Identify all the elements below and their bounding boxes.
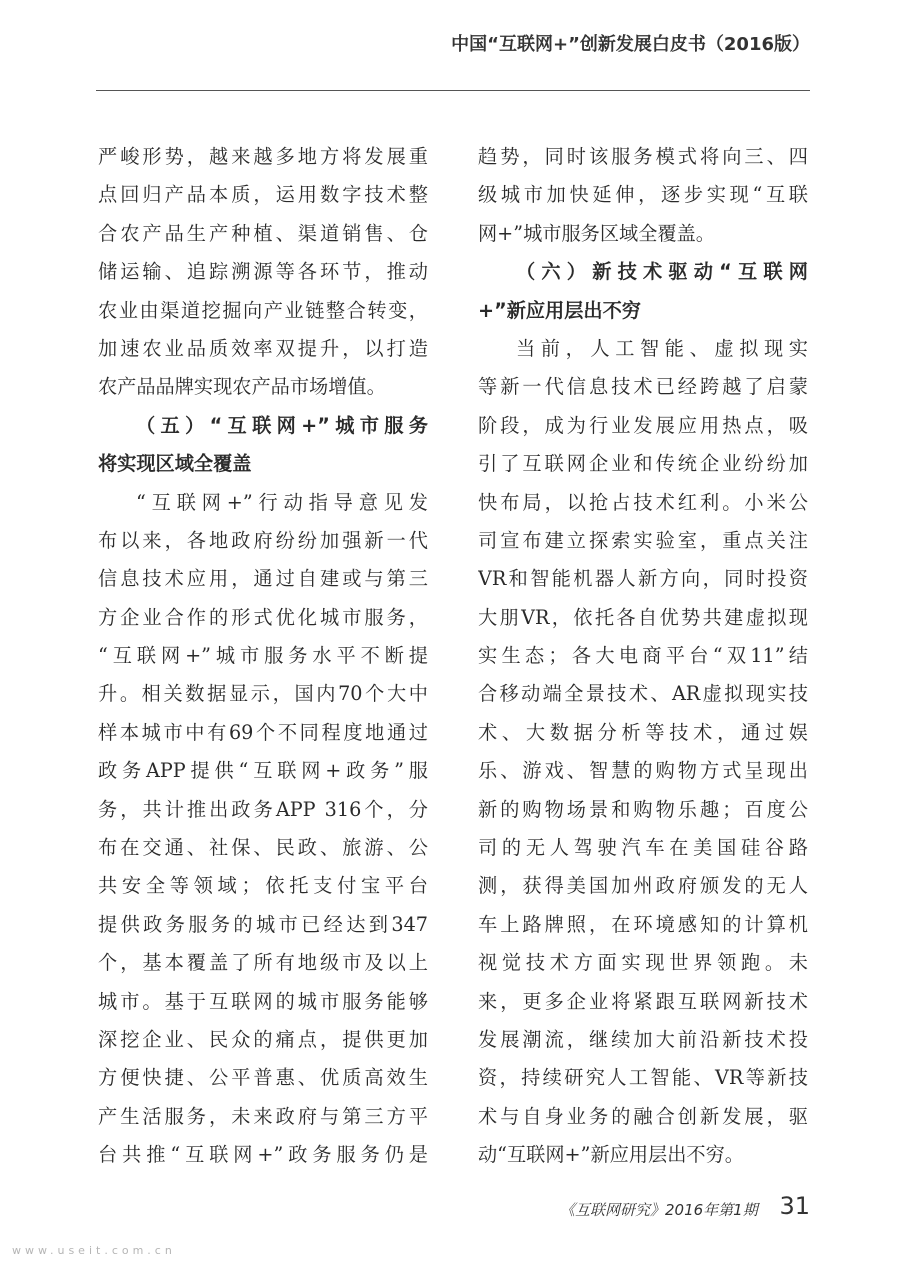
paragraph-line: 信息技术应用，通过自建或与第三 (98, 567, 428, 591)
paragraph-line: 务，共计推出政务APP 316个，分 (98, 797, 428, 821)
paragraph-line: 合移动端全景技术、AR虚拟现实技 (478, 682, 808, 706)
paragraph-line: 产生活服务，未来政府与第三方平 (98, 1104, 428, 1128)
paragraph-line: 乐、游戏、智慧的购物方式呈现出 (478, 759, 808, 783)
paragraph-line: 方企业合作的形式优化城市服务， (98, 605, 428, 629)
header-rule (96, 90, 810, 91)
paragraph-line: 提供政务服务的城市已经达到347 (98, 912, 428, 936)
paragraph-line: 术与自身业务的融合创新发展，驱 (478, 1104, 808, 1128)
paragraph-line: 司的无人驾驶汽车在美国硅谷路 (478, 836, 808, 860)
paragraph-line: 合农产品生产种植、渠道销售、仓 (98, 221, 428, 245)
paragraph-line: 术、大数据分析等技术，通过娱 (478, 720, 808, 744)
paragraph-line: 政务APP提供“互联网+政务”服 (98, 759, 428, 783)
paragraph-line: 资，持续研究人工智能、VR等新技 (478, 1066, 808, 1090)
paragraph-line: 方便快捷、公平普惠、优质高效生 (98, 1066, 428, 1090)
paragraph-line: 级城市加快延伸，逐步实现“互联 (478, 183, 808, 207)
journal-citation: 《互联网研究》2016年第1期 (560, 1201, 758, 1219)
paragraph-line: 阶段，成为行业发展应用热点，吸 (478, 413, 808, 437)
paragraph-line: 趋势，同时该服务模式将向三、四 (478, 145, 808, 168)
paragraph-line: “互联网+”城市服务水平不断提 (98, 644, 428, 668)
paragraph-line: 样本城市中有69个不同程度地通过 (98, 720, 428, 744)
paragraph-line: 来，更多企业将紧跟互联网新技术 (478, 989, 808, 1013)
paragraph-line: 网+”城市服务区域全覆盖。 (478, 221, 715, 245)
running-header: 中国“互联网+”创新发展白皮书（2016版） (451, 34, 810, 55)
page-number: 31 (779, 1192, 810, 1220)
paragraph-line: 储运输、追踪溯源等各环节，推动 (98, 260, 428, 284)
paragraph-line: 车上路牌照，在环境感知的计算机 (478, 912, 808, 936)
paragraph-line: “互联网+”行动指导意见发 (136, 490, 428, 514)
paragraph-line: 引了互联网企业和传统企业纷纷加 (478, 452, 808, 476)
paragraph-line: 共安全等领域；依托支付宝平台 (98, 874, 428, 898)
section-heading-line: （五）“互联网+”城市服务 (136, 413, 428, 437)
paragraph-line: 测，获得美国加州政府颁发的无人 (478, 874, 808, 898)
paragraph-line: 大朋VR，依托各自优势共建虚拟现 (478, 605, 808, 629)
section-heading-line: （六）新技术驱动“互联网 (516, 260, 808, 284)
paragraph-line: 实生态；各大电商平台“双11”结 (478, 644, 808, 668)
paragraph-line: 深挖企业、民众的痛点，提供更加 (98, 1027, 428, 1051)
left-column (98, 138, 428, 1175)
section-heading-line: 将实现区域全覆盖 (98, 452, 252, 476)
site-watermark: www.useit.com.cn (12, 1244, 176, 1257)
paragraph-line: 加速农业品质效率双提升，以打造 (98, 336, 428, 360)
paragraph-line: 农产品品牌实现农产品市场增值。 (98, 375, 386, 399)
page-footer (560, 1191, 810, 1231)
paragraph-line: 城市。基于互联网的城市服务能够 (98, 989, 428, 1013)
paragraph-line: 严峻形势，越来越多地方将发展重 (98, 145, 428, 168)
paragraph-line: 等新一代信息技术已经跨越了启蒙 (478, 375, 808, 399)
paragraph-line: 新的购物场景和购物乐趣；百度公 (478, 797, 808, 821)
paragraph-line: 台共推“互联网+”政务服务仍是 (98, 1143, 428, 1167)
paragraph-line: 布在交通、社保、民政、旅游、公 (98, 836, 428, 860)
paragraph-line: 快布局，以抢占技术红利。小米公 (478, 490, 808, 514)
paragraph-line: 农业由渠道挖掘向产业链整合转变， (98, 298, 428, 322)
paragraph-line: 发展潮流，继续加大前沿新技术投 (478, 1027, 808, 1051)
section-heading-line: +”新应用层出不穷 (478, 298, 641, 322)
paragraph-line: VR和智能机器人新方向，同时投资 (478, 567, 808, 591)
paragraph-line: 布以来，各地政府纷纷加强新一代 (98, 528, 428, 552)
paragraph-line: 升。相关数据显示，国内70个大中 (98, 682, 428, 706)
paragraph-line: 个，基本覆盖了所有地级市及以上 (98, 951, 428, 975)
paragraph-line: 视觉技术方面实现世界领跑。未 (478, 951, 808, 975)
paragraph-line: 点回归产品本质，运用数字技术整 (98, 183, 428, 207)
right-column (478, 138, 808, 1175)
paragraph-line: 动“互联网+”新应用层出不穷。 (478, 1143, 744, 1167)
paragraph-line: 当前，人工智能、虚拟现实 (516, 336, 808, 360)
paragraph-line: 司宣布建立探索实验室，重点关注 (478, 528, 808, 552)
